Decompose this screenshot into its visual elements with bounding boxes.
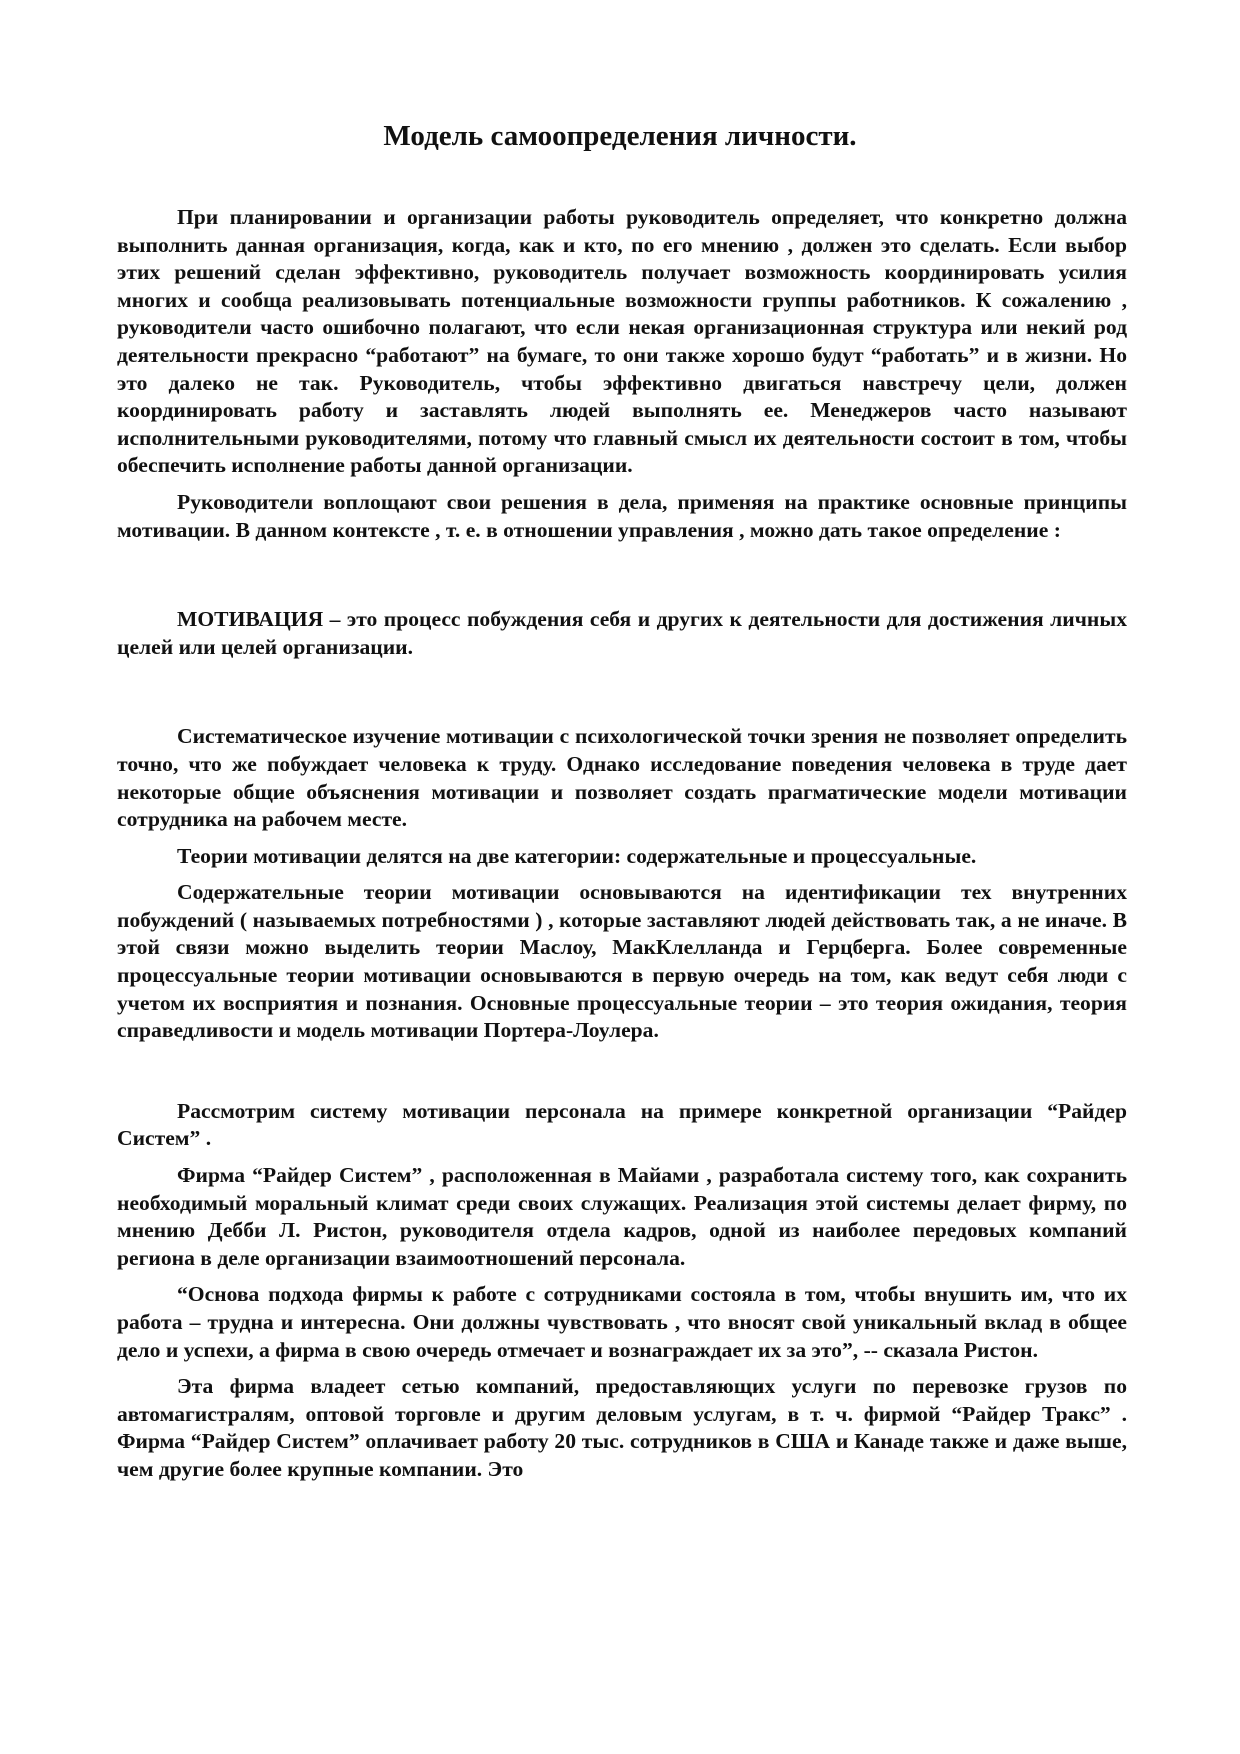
document-title: Модель самоопределения личности. <box>383 120 857 152</box>
paragraph-planning: При планировании и организации работы руководитель определяет, что конкретно должна выполнить данная организация, когда, как и кто, по его мнению , должен это сделать. Если выбор этих решений сделан эффективно, руководитель получает возможность координировать усилия многих и сообща реализовывать потенциальные возможности группы работников. К сожалению , руководители часто ошибочно полагают, что если некая организационная структура или некий род деятельности прекрасно “работают” на бумаге, то они также хорошо будут “работать” и в жизни. Но это далеко не так. Руководитель, чтобы эффективно двигаться навстречу цели, должен координировать работу и заставлять людей выполнять ее. Менеджеров часто называют исполнительными руководителями, потому что главный смысл их деятельности состоит в том, чтобы обеспечить исполнение работы данной организации. <box>117 205 1127 478</box>
paragraph-managers-motivation: Руководители воплощают свои решения в дела, применяя на практике основные принципы мотивации. В данном контексте , т. е. в отношении управления , можно дать такое определение : <box>117 489 1127 542</box>
paragraph-systematic-study: Систематическое изучение мотивации с психологической точки зрения не позволяет определить точно, что же побуждает человека к труду. Однако исследование поведения человека в труде дает некоторые общие объяснения мотивации и позволяет создать прагматические модели мотивации сотрудника на рабочем месте. <box>117 724 1127 832</box>
paragraph-ryder-miami: Фирма “Райдер Систем” , расположенная в Майами , разработала систему того, как сохранить необходимый моральный климат среди своих служащих. Реализация этой системы делает фирму, по мнению Дебби Л. Ристон, руководителя отдела кадров, одной из наиболее передовых компаний региона в деле организации взаимоотношений персонала. <box>117 1163 1127 1270</box>
document-body <box>117 204 1127 1484</box>
paragraph-ryder-example: Рассмотрим систему мотивации персонала на примере конкретной организации “Райдер Систем” . <box>117 1098 1127 1151</box>
paragraph-ryder-network: Эта фирма владеет сетью компаний, предоставляющих услуги по перевозке грузов по автомагистралям, оптовой торговле и другим деловым услугам, в т. ч. фирмой “Райдер Тракс” . Фирма “Райдер Систем” оплачивает работу 20 тыс. сотрудников в США и Канаде также и даже выше, чем другие более крупные компании. Это <box>117 1374 1127 1481</box>
paragraph-content-theories: Содержательные теории мотивации основываются на идентификации тех внутренних побуждений ( называемых потребностями ) , которые заставляют людей действовать так, а не иначе. В этой связи можно выделить теории Маслоу, МакКлелланда и Герцберга. Более современные процессуальные теории мотивации основываются в первую очередь на том, как ведут себя люди с учетом их восприятия и познания. Основные процессуальные теории – это теория ожидания, теория справедливости и модель мотивации Портера-Лоулера. <box>117 880 1127 1043</box>
paragraph-theory-categories: Теории мотивации делятся на две категории: содержательные и процессуальные. <box>177 843 977 868</box>
paragraph-riston-quote: “Основа подхода фирмы к работе с сотрудниками состояла в том, чтобы внушить им, что их работа – трудна и интересна. Они должны чувствовать , что вносят свой уникальный вклад в общее дело и успехи, а фирма в свою очередь отмечает и вознаграждает их за это”, -- сказала Ристон. <box>117 1282 1127 1362</box>
paragraph-motivation-definition: МОТИВАЦИЯ – это процесс побуждения себя и других к деятельности для достижения личных целей или целей организации. <box>117 607 1127 659</box>
